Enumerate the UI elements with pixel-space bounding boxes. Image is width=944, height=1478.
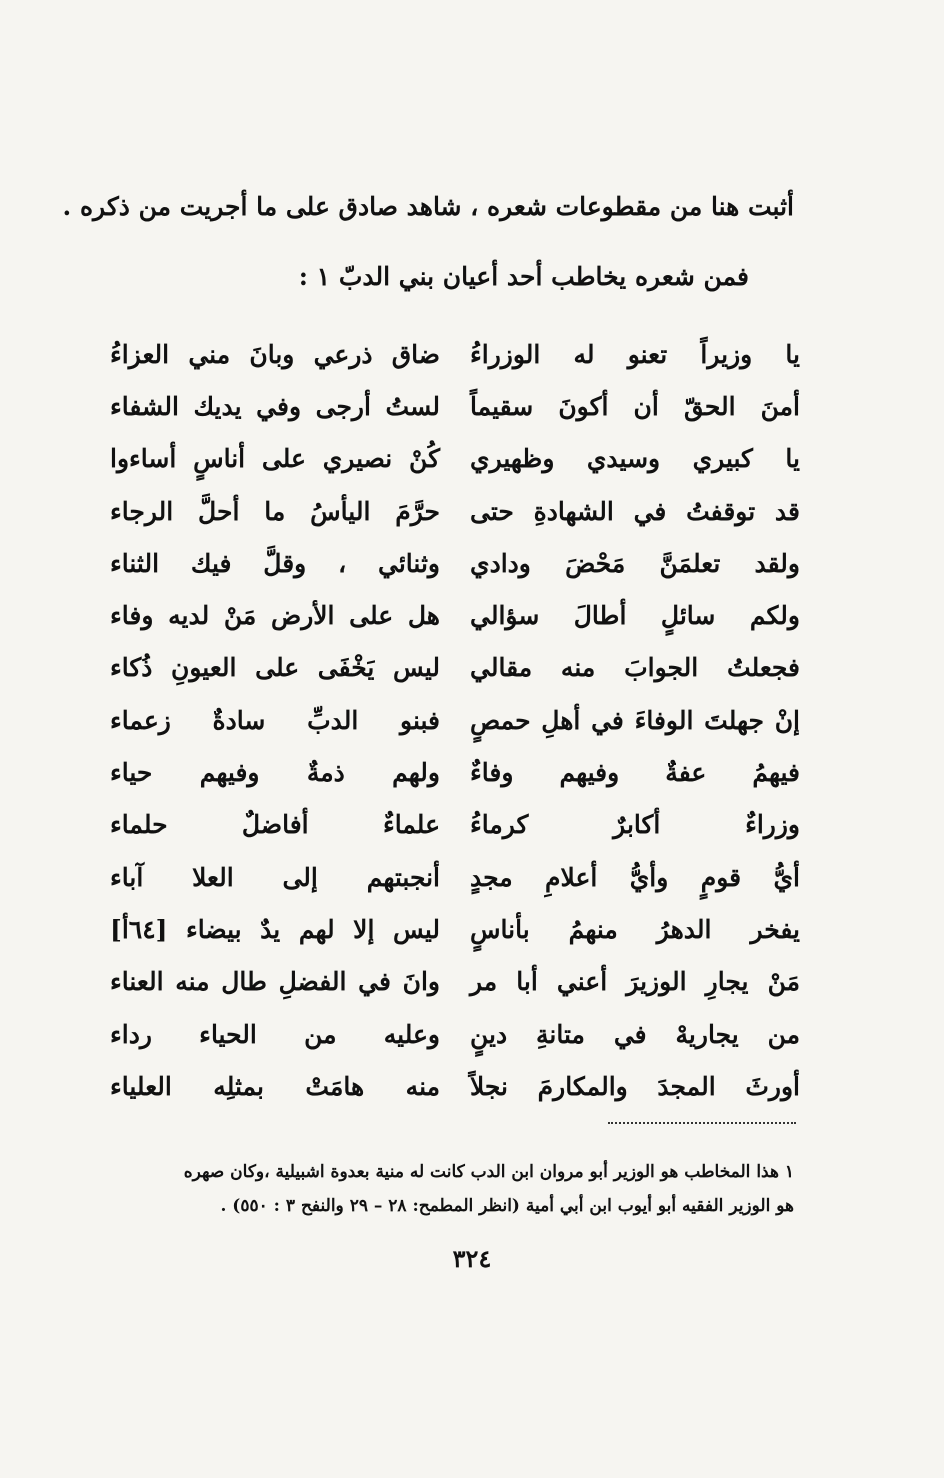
verse-second-hemistich: ولهم ذمةٌ وفيهم حياء xyxy=(110,758,440,788)
verse-second-hemistich: علماءٌ أفاضلٌ حلماء xyxy=(110,810,440,840)
verse-first-hemistich: إنْ جهلتَ الوفاءَ في أهلِ حمصٍ xyxy=(470,705,800,735)
verse-second-hemistich: ضاق ذرعي وبانَ مني العزاءُ xyxy=(110,339,440,369)
verse-line xyxy=(110,746,800,798)
verse-first-hemistich: أيُّ قومٍ وأيُّ أعلامِ مجدٍ xyxy=(470,862,800,892)
verse-second-hemistich: هل على الأرض مَنْ لديه وفاء xyxy=(110,601,440,631)
verse-line xyxy=(110,1008,800,1060)
verse-second-hemistich: وانَ في الفضلِ طال منه العناء xyxy=(110,967,440,997)
verse-first-hemistich: ولقد تعلمَنَّ مَحْضَ ودادي xyxy=(470,548,800,578)
verse-first-hemistich: وزراءٌ أكابرٌ كرماءُ xyxy=(470,810,800,840)
verse-second-hemistich: وثنائي ، وقلَّ فيك الثناء xyxy=(110,548,440,578)
page-number: ٣٢٤ xyxy=(452,1244,492,1273)
verse-line xyxy=(110,537,800,589)
verse-second-hemistich: كُنْ نصيري على أناسٍ أساءوا xyxy=(110,444,440,474)
verse-first-hemistich: فيهمُ عفةٌ وفيهم وفاءٌ xyxy=(470,758,800,788)
verse-second-hemistich: أنجبتهم إلى العلا آباء xyxy=(110,862,440,892)
verse-second-hemistich: منه هامَتْ بمثلِه العلياء xyxy=(110,1071,440,1101)
intro-line-2: فمن شعره يخاطب أحد أعيان بني الدبّ ١ : xyxy=(298,262,749,291)
verse-line xyxy=(110,589,800,641)
verse-second-hemistich: ليس يَخْفَى على العيونِ ذُكاء xyxy=(110,653,440,683)
verse-first-hemistich: فجعلتُ الجوابَ منه مقالي xyxy=(470,653,800,683)
verse-line xyxy=(110,851,800,903)
footnote-line-2: هو الوزير الفقيه أبو أيوب ابن أبي أمية (انظر المطمح: ٢٨ – ٢٩ والنفح ٣ : ٥٥٠) . xyxy=(220,1196,794,1216)
verse-second-hemistich: ليس إلا لهم يدٌ بيضاء [٦٤أ] xyxy=(110,914,440,944)
poem xyxy=(110,328,800,1112)
verse-first-hemistich: مَنْ يجارِ الوزيرَ أعني أبا مر xyxy=(470,967,800,997)
verse-first-hemistich: يا كبيري وسيدي وظهيري xyxy=(470,444,800,474)
verse-line xyxy=(110,956,800,1008)
verse-line xyxy=(110,485,800,537)
verse-line xyxy=(110,694,800,746)
verse-line xyxy=(110,1060,800,1112)
verse-line xyxy=(110,433,800,485)
verse-first-hemistich: يا وزيراً تعنو له الوزراءُ xyxy=(470,339,800,369)
verse-second-hemistich: وعليه من الحياء رداء xyxy=(110,1019,440,1049)
verse-second-hemistich: فبنو الدبِّ سادةٌ زعماء xyxy=(110,705,440,735)
verse-line xyxy=(110,799,800,851)
verse-second-hemistich: حرَّمَ اليأسُ ما أحلَّ الرجاء xyxy=(110,496,440,526)
verse-first-hemistich: يفخر الدهرُ منهمُ بأناسٍ xyxy=(470,914,800,944)
intro-line-1: أثبت هنا من مقطوعات شعره ، شاهد صادق على ما أجريت من ذكره . xyxy=(62,192,794,221)
verse-first-hemistich: أورثَ المجدَ والمكارمَ نجلاً xyxy=(470,1071,800,1101)
verse-second-hemistich: لستُ أرجى وفي يديك الشفاء xyxy=(110,391,440,421)
verse-line xyxy=(110,380,800,432)
verse-line xyxy=(110,328,800,380)
verse-line xyxy=(110,642,800,694)
footnote-divider xyxy=(608,1122,796,1124)
verse-first-hemistich: قد توقفتُ في الشهادةِ حتى xyxy=(470,496,800,526)
footnote-line-1: ١ هذا المخاطب هو الوزير أبو مروان ابن الدب كانت له منية بعدوة اشبيلية ،وكان صهره xyxy=(183,1162,794,1182)
verse-first-hemistich: ولكم سائلٍ أطالَ سؤالي xyxy=(470,601,800,631)
verse-first-hemistich: أمنَ الحقّ أن أكونَ سقيماً xyxy=(470,391,800,421)
verse-line xyxy=(110,903,800,955)
verse-first-hemistich: من يجاريهْ في متانةِ دينٍ xyxy=(470,1019,800,1049)
